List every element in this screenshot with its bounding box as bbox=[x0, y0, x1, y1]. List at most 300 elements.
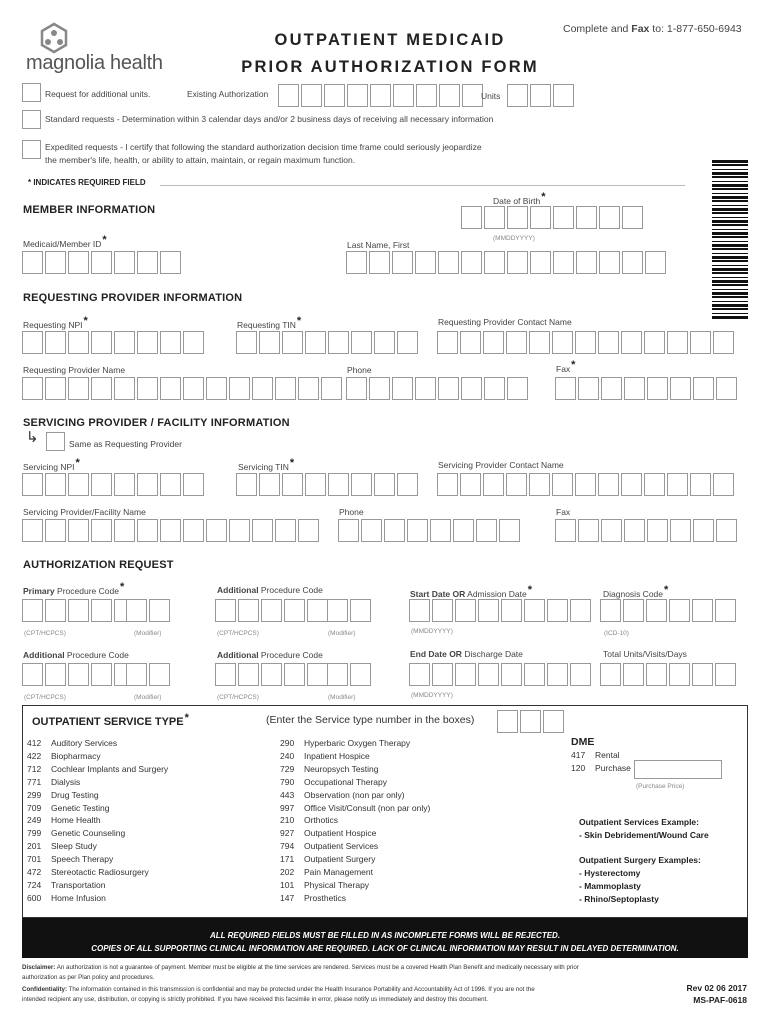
char-box[interactable] bbox=[149, 599, 170, 622]
char-box[interactable] bbox=[570, 663, 591, 686]
service-type-name: Sleep Study bbox=[51, 841, 97, 852]
char-box[interactable] bbox=[530, 251, 551, 274]
char-box[interactable] bbox=[647, 519, 668, 542]
service-type-code: 701 bbox=[27, 854, 42, 865]
additional-modifier-hint-2: (Modifier) bbox=[134, 694, 162, 701]
service-type-code: 927 bbox=[280, 828, 295, 839]
char-box[interactable] bbox=[149, 663, 170, 686]
char-box[interactable] bbox=[236, 473, 257, 496]
char-box[interactable] bbox=[91, 663, 112, 686]
char-box[interactable] bbox=[407, 519, 428, 542]
char-box[interactable] bbox=[22, 519, 43, 542]
service-type-item bbox=[27, 763, 168, 776]
service-type-name: Home Health bbox=[51, 815, 101, 826]
char-box[interactable] bbox=[430, 519, 451, 542]
char-box[interactable] bbox=[68, 331, 89, 354]
char-box[interactable] bbox=[229, 377, 250, 400]
additional-code-label-3: Additional Procedure Code bbox=[217, 650, 323, 660]
char-box[interactable] bbox=[598, 331, 619, 354]
surgery-list bbox=[579, 867, 659, 906]
disclaimer: Disclaimer: An authorization is not a guarantee of payment. Member must be eligible at the time services are rendered. Services must be a covered Health Plan Benefit and medically necessary with prior authorization as per Plan policy and procedures. bbox=[22, 964, 579, 981]
char-box[interactable] bbox=[530, 84, 551, 107]
char-box[interactable] bbox=[22, 331, 43, 354]
char-box[interactable] bbox=[621, 473, 642, 496]
char-box[interactable] bbox=[507, 251, 528, 274]
additional-code-boxes-3[interactable] bbox=[215, 663, 330, 686]
expedited-request-checkbox[interactable] bbox=[22, 140, 41, 159]
char-box[interactable] bbox=[529, 331, 550, 354]
char-box[interactable] bbox=[307, 663, 328, 686]
start-date-hint: (MMDDYYYY) bbox=[411, 628, 453, 635]
char-box[interactable] bbox=[415, 377, 436, 400]
char-box[interactable] bbox=[623, 599, 644, 622]
char-box[interactable] bbox=[501, 599, 522, 622]
char-box[interactable] bbox=[575, 473, 596, 496]
char-box[interactable] bbox=[601, 377, 622, 400]
primary-modifier-boxes[interactable] bbox=[126, 599, 172, 622]
char-box[interactable] bbox=[693, 377, 714, 400]
char-box[interactable] bbox=[91, 473, 112, 496]
char-box[interactable] bbox=[599, 206, 620, 229]
char-box[interactable] bbox=[45, 473, 66, 496]
char-box[interactable] bbox=[624, 377, 645, 400]
service-type-item bbox=[280, 866, 430, 879]
char-box[interactable] bbox=[497, 710, 518, 733]
char-box[interactable] bbox=[693, 519, 714, 542]
char-box[interactable] bbox=[114, 377, 135, 400]
char-box[interactable] bbox=[126, 663, 147, 686]
char-box[interactable] bbox=[713, 331, 734, 354]
additional-cpt-hint-1: (CPT/HCPCS) bbox=[217, 630, 259, 637]
char-box[interactable] bbox=[261, 599, 282, 622]
char-box[interactable] bbox=[45, 331, 66, 354]
char-box[interactable] bbox=[507, 377, 528, 400]
char-box[interactable] bbox=[553, 251, 574, 274]
char-box[interactable] bbox=[238, 663, 259, 686]
service-type-boxes[interactable] bbox=[497, 710, 566, 733]
char-box[interactable] bbox=[397, 473, 418, 496]
end-date-boxes[interactable] bbox=[409, 663, 593, 686]
char-box[interactable] bbox=[670, 519, 691, 542]
char-box[interactable] bbox=[621, 331, 642, 354]
char-box[interactable] bbox=[553, 84, 574, 107]
char-box[interactable] bbox=[461, 377, 482, 400]
char-box[interactable] bbox=[215, 663, 236, 686]
warning-line2: COPIES OF ALL SUPPORTING CLINICAL INFORMATION ARE REQUIRED. LACK OF CLINICAL INFORMATION MAY RESULT IN DELAYED DETERMINATION. bbox=[91, 944, 679, 953]
additional-modifier-boxes-3[interactable] bbox=[327, 663, 373, 686]
char-box[interactable] bbox=[601, 519, 622, 542]
fax-prefix: Complete and bbox=[563, 23, 632, 35]
char-box[interactable] bbox=[647, 377, 668, 400]
char-box[interactable] bbox=[437, 331, 458, 354]
char-box[interactable] bbox=[22, 377, 43, 400]
char-box[interactable] bbox=[598, 473, 619, 496]
char-box[interactable] bbox=[415, 251, 436, 274]
dme-name: Purchase bbox=[595, 762, 631, 773]
char-box[interactable] bbox=[576, 206, 597, 229]
requesting-phone-boxes[interactable] bbox=[346, 377, 530, 400]
char-box[interactable] bbox=[437, 473, 458, 496]
char-box[interactable] bbox=[91, 519, 112, 542]
service-type-name: Dialysis bbox=[51, 776, 81, 787]
char-box[interactable] bbox=[160, 331, 181, 354]
requesting-contact-boxes[interactable] bbox=[437, 331, 736, 354]
char-box[interactable] bbox=[599, 251, 620, 274]
char-box[interactable] bbox=[439, 84, 460, 107]
char-box[interactable] bbox=[137, 473, 158, 496]
char-box[interactable] bbox=[645, 251, 666, 274]
char-box[interactable] bbox=[507, 84, 528, 107]
last-first-boxes[interactable] bbox=[346, 251, 668, 274]
dme-code: 417 bbox=[571, 750, 586, 760]
char-box[interactable] bbox=[432, 599, 453, 622]
char-box[interactable] bbox=[624, 519, 645, 542]
char-box[interactable] bbox=[324, 84, 345, 107]
additional-code-label-1: Additional Procedure Code bbox=[217, 585, 323, 595]
char-box[interactable] bbox=[392, 377, 413, 400]
dme-item bbox=[571, 762, 631, 775]
char-box[interactable] bbox=[646, 599, 667, 622]
char-box[interactable] bbox=[206, 519, 227, 542]
medicaid-id-boxes[interactable] bbox=[22, 251, 183, 274]
char-box[interactable] bbox=[252, 519, 273, 542]
char-box[interactable] bbox=[305, 473, 326, 496]
char-box[interactable] bbox=[713, 473, 734, 496]
fax-number: to: 1-877-650-6943 bbox=[649, 23, 742, 35]
char-box[interactable] bbox=[206, 377, 227, 400]
char-box[interactable] bbox=[524, 599, 545, 622]
requesting-heading: REQUESTING PROVIDER INFORMATION bbox=[23, 292, 243, 304]
dob-boxes[interactable] bbox=[461, 206, 645, 229]
char-box[interactable] bbox=[409, 663, 430, 686]
char-box[interactable] bbox=[397, 331, 418, 354]
char-box[interactable] bbox=[305, 331, 326, 354]
char-box[interactable] bbox=[622, 206, 643, 229]
char-box[interactable] bbox=[284, 663, 305, 686]
char-box[interactable] bbox=[461, 251, 482, 274]
total-units-boxes[interactable] bbox=[600, 663, 738, 686]
char-box[interactable] bbox=[460, 473, 481, 496]
existing-auth-boxes[interactable] bbox=[278, 84, 485, 107]
diagnosis-boxes[interactable] bbox=[600, 599, 738, 622]
char-box[interactable] bbox=[327, 599, 348, 622]
char-box[interactable] bbox=[392, 251, 413, 274]
purchase-price-field[interactable] bbox=[634, 760, 722, 779]
char-box[interactable] bbox=[690, 331, 711, 354]
char-box[interactable] bbox=[600, 599, 621, 622]
char-box[interactable] bbox=[438, 377, 459, 400]
char-box[interactable] bbox=[507, 206, 528, 229]
char-box[interactable] bbox=[238, 599, 259, 622]
char-box[interactable] bbox=[716, 377, 737, 400]
service-type-item bbox=[280, 892, 430, 905]
char-box[interactable] bbox=[623, 663, 644, 686]
char-box[interactable] bbox=[484, 377, 505, 400]
service-type-name: Occupational Therapy bbox=[304, 776, 388, 787]
char-box[interactable] bbox=[432, 663, 453, 686]
char-box[interactable] bbox=[22, 663, 43, 686]
char-box[interactable] bbox=[553, 206, 574, 229]
char-box[interactable] bbox=[478, 663, 499, 686]
char-box[interactable] bbox=[45, 599, 66, 622]
char-box[interactable] bbox=[369, 377, 390, 400]
char-box[interactable] bbox=[438, 251, 459, 274]
char-box[interactable] bbox=[183, 473, 204, 496]
char-box[interactable] bbox=[68, 519, 89, 542]
char-box[interactable] bbox=[282, 473, 303, 496]
additional-modifier-boxes-2[interactable] bbox=[126, 663, 172, 686]
additional-cpt-hint-3: (CPT/HCPCS) bbox=[217, 694, 259, 701]
service-type-name: Biopharmacy bbox=[51, 750, 101, 761]
char-box[interactable] bbox=[350, 599, 371, 622]
primary-modifier-hint: (Modifier) bbox=[134, 630, 162, 637]
char-box[interactable] bbox=[692, 599, 713, 622]
char-box[interactable] bbox=[114, 251, 135, 274]
char-box[interactable] bbox=[453, 519, 474, 542]
char-box[interactable] bbox=[259, 331, 280, 354]
char-box[interactable] bbox=[361, 519, 382, 542]
char-box[interactable] bbox=[68, 663, 89, 686]
char-box[interactable] bbox=[416, 84, 437, 107]
service-type-code: 472 bbox=[27, 867, 42, 878]
char-box[interactable] bbox=[715, 663, 736, 686]
char-box[interactable] bbox=[160, 251, 181, 274]
char-box[interactable] bbox=[259, 473, 280, 496]
char-box[interactable] bbox=[478, 599, 499, 622]
requesting-tin-boxes[interactable] bbox=[236, 331, 420, 354]
char-box[interactable] bbox=[570, 599, 591, 622]
char-box[interactable] bbox=[137, 519, 158, 542]
char-box[interactable] bbox=[91, 251, 112, 274]
char-box[interactable] bbox=[484, 206, 505, 229]
requesting-npi-boxes[interactable] bbox=[22, 331, 206, 354]
servicing-fax-boxes[interactable] bbox=[555, 519, 739, 542]
char-box[interactable] bbox=[552, 331, 573, 354]
servicing-heading: SERVICING PROVIDER / FACILITY INFORMATION bbox=[23, 417, 290, 429]
servicing-npi-boxes[interactable] bbox=[22, 473, 206, 496]
char-box[interactable] bbox=[126, 599, 147, 622]
barcode-icon bbox=[712, 160, 748, 320]
units-boxes[interactable] bbox=[507, 84, 576, 107]
char-box[interactable] bbox=[460, 331, 481, 354]
char-box[interactable] bbox=[160, 377, 181, 400]
char-box[interactable] bbox=[716, 519, 737, 542]
char-box[interactable] bbox=[506, 331, 527, 354]
char-box[interactable] bbox=[22, 599, 43, 622]
service-list-col2 bbox=[280, 737, 430, 905]
start-date-boxes[interactable] bbox=[409, 599, 593, 622]
char-box[interactable] bbox=[22, 473, 43, 496]
char-box[interactable] bbox=[351, 331, 372, 354]
char-box[interactable] bbox=[45, 663, 66, 686]
requesting-fax-boxes[interactable] bbox=[555, 377, 739, 400]
standard-request-checkbox[interactable] bbox=[22, 110, 41, 129]
char-box[interactable] bbox=[321, 377, 342, 400]
service-type-code: 299 bbox=[27, 789, 42, 800]
char-box[interactable] bbox=[160, 473, 181, 496]
additional-code-boxes-2[interactable] bbox=[22, 663, 137, 686]
char-box[interactable] bbox=[499, 519, 520, 542]
char-box[interactable] bbox=[524, 663, 545, 686]
char-box[interactable] bbox=[68, 599, 89, 622]
char-box[interactable] bbox=[369, 251, 390, 274]
char-box[interactable] bbox=[183, 331, 204, 354]
requesting-name-boxes[interactable] bbox=[22, 377, 344, 400]
char-box[interactable] bbox=[374, 473, 395, 496]
arrow-icon: ↳ bbox=[26, 429, 39, 446]
service-type-code: 412 bbox=[27, 738, 42, 748]
char-box[interactable] bbox=[338, 519, 359, 542]
char-box[interactable] bbox=[275, 519, 296, 542]
char-box[interactable] bbox=[462, 84, 483, 107]
service-type-name: Outpatient Hospice bbox=[304, 828, 377, 839]
service-type-name: Home Infusion bbox=[51, 892, 106, 903]
service-type-code: 997 bbox=[280, 802, 295, 813]
char-box[interactable] bbox=[160, 519, 181, 542]
char-box[interactable] bbox=[501, 663, 522, 686]
service-type-item bbox=[27, 737, 168, 750]
char-box[interactable] bbox=[575, 331, 596, 354]
char-box[interactable] bbox=[68, 377, 89, 400]
char-box[interactable] bbox=[455, 663, 476, 686]
char-box[interactable] bbox=[91, 331, 112, 354]
char-box[interactable] bbox=[374, 331, 395, 354]
primary-code-boxes[interactable] bbox=[22, 599, 137, 622]
char-box[interactable] bbox=[529, 473, 550, 496]
service-type-item bbox=[280, 789, 430, 802]
char-box[interactable] bbox=[45, 251, 66, 274]
service-type-item bbox=[280, 763, 430, 776]
char-box[interactable] bbox=[328, 473, 349, 496]
char-box[interactable] bbox=[622, 251, 643, 274]
char-box[interactable] bbox=[578, 377, 599, 400]
char-box[interactable] bbox=[667, 473, 688, 496]
service-type-item bbox=[280, 853, 430, 866]
char-box[interactable] bbox=[667, 331, 688, 354]
surgery-example-item: - Hysterectomy bbox=[579, 868, 641, 878]
char-box[interactable] bbox=[669, 599, 690, 622]
char-box[interactable] bbox=[455, 599, 476, 622]
char-box[interactable] bbox=[384, 519, 405, 542]
char-box[interactable] bbox=[275, 377, 296, 400]
char-box[interactable] bbox=[137, 331, 158, 354]
char-box[interactable] bbox=[346, 251, 367, 274]
char-box[interactable] bbox=[547, 663, 568, 686]
servicing-name-boxes[interactable] bbox=[22, 519, 321, 542]
char-box[interactable] bbox=[547, 599, 568, 622]
char-box[interactable] bbox=[284, 599, 305, 622]
service-type-name: Neuropsych Testing bbox=[304, 763, 379, 774]
char-box[interactable] bbox=[644, 473, 665, 496]
char-box[interactable] bbox=[370, 84, 391, 107]
char-box[interactable] bbox=[91, 377, 112, 400]
expedited-request-label-2: the member's life, health, or ability to attain, maintain, or regain maximum function. bbox=[45, 155, 356, 165]
additional-code-label-2: Additional Procedure Code bbox=[23, 650, 129, 660]
char-box[interactable] bbox=[520, 710, 541, 733]
char-box[interactable] bbox=[715, 599, 736, 622]
char-box[interactable] bbox=[552, 473, 573, 496]
char-box[interactable] bbox=[670, 377, 691, 400]
char-box[interactable] bbox=[252, 377, 273, 400]
char-box[interactable] bbox=[690, 473, 711, 496]
char-box[interactable] bbox=[282, 331, 303, 354]
char-box[interactable] bbox=[137, 251, 158, 274]
additional-code-boxes-1[interactable] bbox=[215, 599, 330, 622]
char-box[interactable] bbox=[45, 519, 66, 542]
char-box[interactable] bbox=[91, 599, 112, 622]
servicing-phone-boxes[interactable] bbox=[338, 519, 522, 542]
additional-modifier-boxes-1[interactable] bbox=[327, 599, 373, 622]
char-box[interactable] bbox=[530, 206, 551, 229]
char-box[interactable] bbox=[461, 206, 482, 229]
char-box[interactable] bbox=[229, 519, 250, 542]
char-box[interactable] bbox=[644, 331, 665, 354]
logo-text: magnolia health bbox=[26, 52, 163, 74]
char-box[interactable] bbox=[555, 377, 576, 400]
servicing-phone-label: Phone bbox=[339, 507, 364, 517]
char-box[interactable] bbox=[298, 377, 319, 400]
char-box[interactable] bbox=[114, 331, 135, 354]
char-box[interactable] bbox=[278, 84, 299, 107]
char-box[interactable] bbox=[45, 377, 66, 400]
char-box[interactable] bbox=[328, 331, 349, 354]
char-box[interactable] bbox=[555, 519, 576, 542]
char-box[interactable] bbox=[409, 599, 430, 622]
char-box[interactable] bbox=[483, 331, 504, 354]
additional-units-checkbox[interactable] bbox=[22, 83, 41, 102]
servicing-contact-boxes[interactable] bbox=[437, 473, 736, 496]
char-box[interactable] bbox=[298, 519, 319, 542]
char-box[interactable] bbox=[137, 377, 158, 400]
char-box[interactable] bbox=[646, 663, 667, 686]
char-box[interactable] bbox=[576, 251, 597, 274]
char-box[interactable] bbox=[692, 663, 713, 686]
char-box[interactable] bbox=[347, 84, 368, 107]
char-box[interactable] bbox=[393, 84, 414, 107]
char-box[interactable] bbox=[183, 377, 204, 400]
char-box[interactable] bbox=[215, 599, 236, 622]
last-first-label: Last Name, First bbox=[347, 240, 410, 250]
char-box[interactable] bbox=[346, 377, 367, 400]
char-box[interactable] bbox=[543, 710, 564, 733]
char-box[interactable] bbox=[68, 473, 89, 496]
service-type-name: Orthotics bbox=[304, 815, 339, 826]
servicing-tin-boxes[interactable] bbox=[236, 473, 420, 496]
char-box[interactable] bbox=[476, 519, 497, 542]
char-box[interactable] bbox=[183, 519, 204, 542]
char-box[interactable] bbox=[22, 251, 43, 274]
char-box[interactable] bbox=[483, 473, 504, 496]
char-box[interactable] bbox=[350, 663, 371, 686]
char-box[interactable] bbox=[600, 663, 621, 686]
char-box[interactable] bbox=[578, 519, 599, 542]
char-box[interactable] bbox=[307, 599, 328, 622]
char-box[interactable] bbox=[68, 251, 89, 274]
char-box[interactable] bbox=[236, 331, 257, 354]
char-box[interactable] bbox=[327, 663, 348, 686]
char-box[interactable] bbox=[506, 473, 527, 496]
char-box[interactable] bbox=[301, 84, 322, 107]
char-box[interactable] bbox=[114, 473, 135, 496]
dob-hint: (MMDDYYYY) bbox=[493, 235, 535, 242]
same-as-requesting-checkbox[interactable] bbox=[46, 432, 65, 451]
char-box[interactable] bbox=[351, 473, 372, 496]
char-box[interactable] bbox=[261, 663, 282, 686]
service-type-instruction: (Enter the Service type number in the boxes) bbox=[266, 714, 475, 726]
char-box[interactable] bbox=[114, 519, 135, 542]
char-box[interactable] bbox=[484, 251, 505, 274]
char-box[interactable] bbox=[669, 663, 690, 686]
